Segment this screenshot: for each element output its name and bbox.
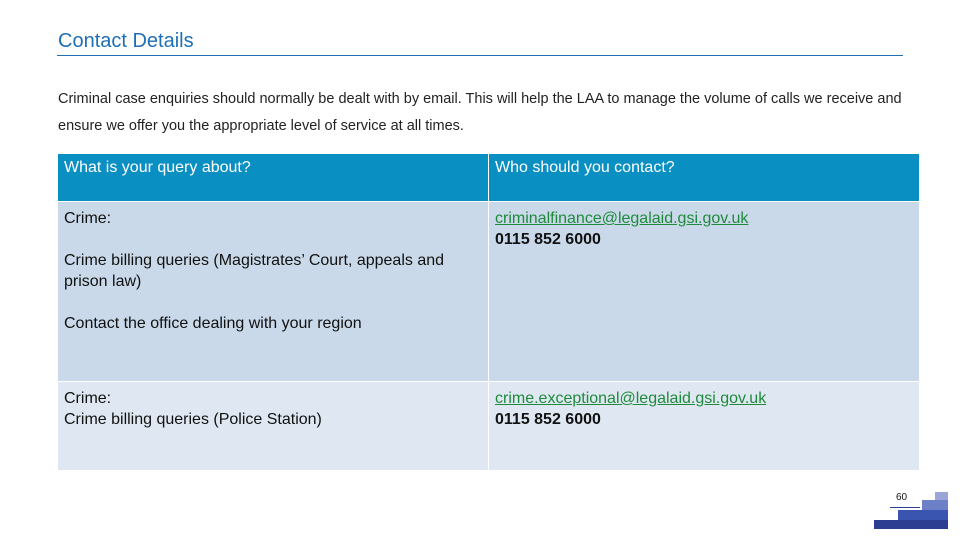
email-link[interactable]: criminalfinance@legalaid.gsi.gov.uk <box>495 210 749 227</box>
page-title: Contact Details <box>58 30 194 52</box>
table-header-row <box>58 154 920 202</box>
query-description: Crime billing queries (Police Station) <box>64 411 322 428</box>
page-number: 60 <box>896 492 908 503</box>
query-cell <box>58 202 489 382</box>
title-divider <box>57 55 903 56</box>
intro-paragraph: Criminal case enquiries should normally be dealt with by email. This will help the LAA to manage the volume of calls we receive and ensure we offer you the appropriate level of service at all times. <box>58 91 902 134</box>
query-category: Crime: <box>64 210 112 227</box>
phone-number: 0115 852 6000 <box>495 231 601 248</box>
contact-cell <box>489 382 920 471</box>
query-note: Contact the office dealing with your region <box>64 315 362 332</box>
contact-cell <box>489 202 920 382</box>
query-description: Crime billing queries (Magistrates’ Court, appeals and prison law) <box>64 252 445 290</box>
query-cell <box>58 382 489 471</box>
query-category: Crime: <box>64 390 112 407</box>
table-row <box>58 382 920 471</box>
table-row <box>58 202 920 382</box>
header-contact: Who should you contact? <box>489 154 920 202</box>
header-query: What is your query about? <box>58 154 489 202</box>
phone-number: 0115 852 6000 <box>495 411 601 428</box>
email-link[interactable]: crime.exceptional@legalaid.gsi.gov.uk <box>495 390 767 407</box>
contact-table <box>57 153 920 471</box>
